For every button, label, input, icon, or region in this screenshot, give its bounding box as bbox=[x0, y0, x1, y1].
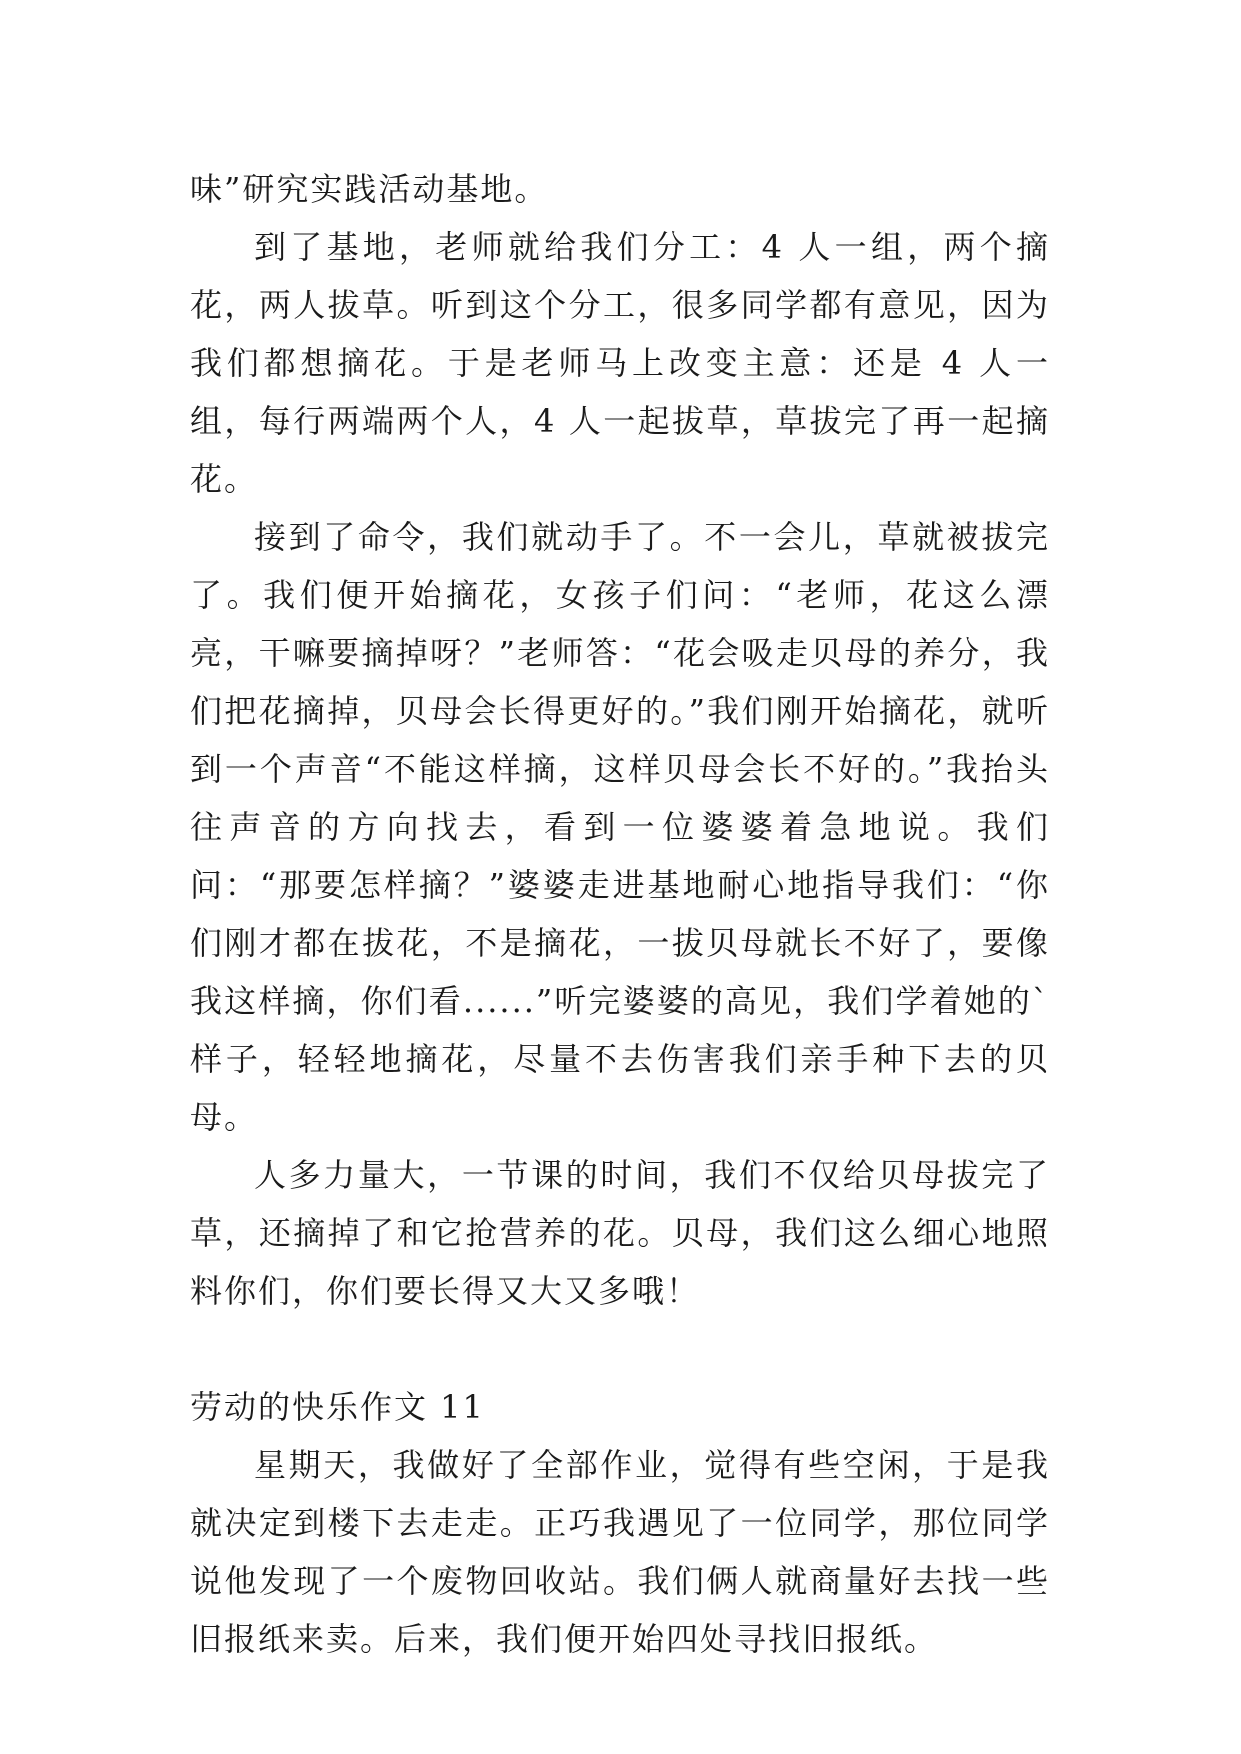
document-body bbox=[190, 160, 1050, 1668]
paragraph: 到了基地，老师就给我们分工：4 人一组，两个摘花，两人拔草。听到这个分工，很多同学都有意见，因为我们都想摘花。于是老师马上改变主意：还是 4 人一组，每行两端两个人，4 人一起拔草，草拔完了再一起摘花。 bbox=[190, 228, 1050, 498]
paragraph: 星期天，我做好了全部作业，觉得有些空闲，于是我就决定到楼下去走走。正巧我遇见了一位同学，那位同学说他发现了一个废物回收站。我们俩人就商量好去找一些旧报纸来卖。后来，我们便开始四处寻找旧报纸。 bbox=[190, 1446, 1050, 1658]
section-title: 劳动的快乐作文 11 bbox=[190, 1388, 485, 1426]
paragraph: 接到了命令，我们就动手了。不一会儿，草就被拔完了。我们便开始摘花，女孩子们问：“老师，花这么漂亮，干嘛要摘掉呀？”老师答：“花会吸走贝母的养分，我们把花摘掉，贝母会长得更好的。”我们刚开始摘花，就听到一个声音“不能这样摘，这样贝母会长不好的。”我抬头往声音的方向找去，看到一位婆婆着急地说。我们问：“那要怎样摘？”婆婆走进基地耐心地指导我们：“你们刚才都在拔花，不是摘花，一拔贝母就长不好了，要像我这样摘，你们看......”听完婆婆的高见，我们学着她的`样子，轻轻地摘花，尽量不去伤害我们亲手种下去的贝母。 bbox=[190, 518, 1050, 1136]
paragraph-continued: 味”研究实践活动基地。 bbox=[190, 170, 549, 208]
paragraph: 人多力量大，一节课的时间，我们不仅给贝母拔完了草，还摘掉了和它抢营养的花。贝母，我们这么细心地照料你们，你们要长得又大又多哦！ bbox=[190, 1156, 1050, 1310]
